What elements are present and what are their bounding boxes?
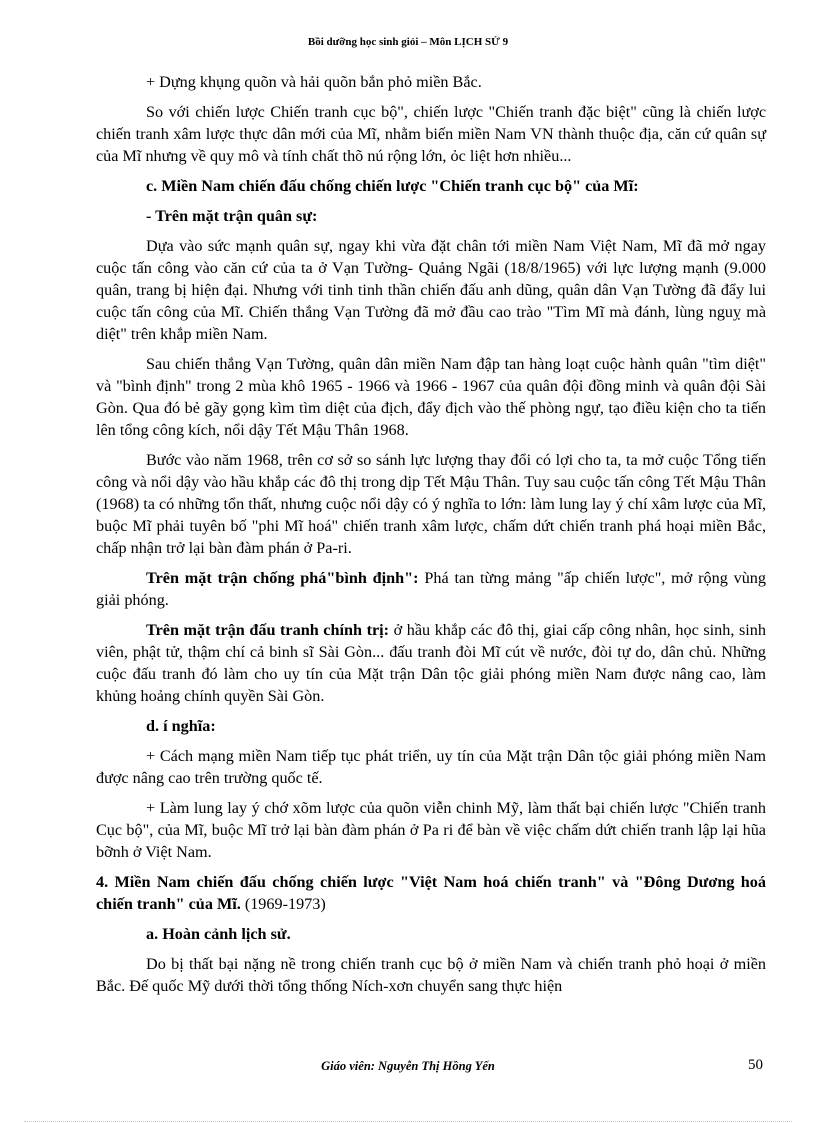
document-body <box>96 71 766 1005</box>
heading-section-c: c. Miền Nam chiến đấu chống chiến lược "Chiến tranh cục bộ" của Mĩ: <box>146 177 639 195</box>
paragraph-significance-1: + Cách mạng miền Nam tiếp tục phát triển, uy tín của Mặt trận Dân tộc giải phóng miền Nam được nâng cao trên trường quốc tế. <box>96 747 766 787</box>
paragraph-dry-seasons: Sau chiến thắng Vạn Tường, quân dân miền Nam đập tan hàng loạt cuộc hành quân "tìm diệt" và "bình định" trong 2 mùa khô 1965 - 1966 và 1966 - 1967 của quân đội đồng minh và quân đội Sài Gòn. Qua đó bẻ gãy gọng kìm tìm diệt của địch, đẩy địch vào thế phòng ngự, tạo điều kiện cho ta tiến lên tổng công kích, nổi dậy Tết Mậu Thân 1968. <box>96 355 766 439</box>
heading-section-a: a. Hoàn cảnh lịch sử. <box>146 925 291 943</box>
heading-section-d: d. í nghĩa: <box>146 717 216 735</box>
paragraph-navy-air: + Dựng khụng quõn và hải quõn bắn phỏ miền Bắc. <box>146 73 482 91</box>
paragraph-historical-context: Do bị thất bại nặng nề trong chiến tranh cục bộ ở miền Nam và chiến tranh phỏ hoại ở miền Bắc. Đế quốc Mỹ dưới thời tổng thống Ních-xơn chuyển sang thực hiện <box>96 955 766 995</box>
footer-teacher: Giáo viên: Nguyễn Thị Hồng Yến <box>321 1059 495 1073</box>
page-header: Bồi dưỡng học sinh giỏi – Môn LỊCH SỬ 9 <box>307 36 509 48</box>
paragraph-comparison: So với chiến lược Chiến tranh cục bộ", chiến lược "Chiến tranh đặc biệt" cũng là chiến lược chiến tranh xâm lược thực dân mới của Mĩ, nhằm biến miền Nam VN thành thuộc địa, căn cứ quân sự của Mĩ nhưng về quy mô và tính chất thõ nú rộng lớn, ỏc liệt hơn nhiều... <box>96 103 766 165</box>
heading-military-front: - Trên mặt trận quân sự: <box>146 207 318 225</box>
paragraph-significance-2: + Làm lung lay ý chớ xõm lược của quõn viễn chinh Mỹ, làm thất bại chiến lược "Chiến tranh Cục bộ", của Mĩ, buộc Mĩ trở lại bàn đàm phán ở Pa ri để bàn về việc chấm dứt chiến tranh lập lại hũa bỡnh ở Việt Nam. <box>96 799 766 861</box>
paragraph-van-tuong: Dựa vào sức mạnh quân sự, ngay khi vừa đặt chân tới miền Nam Việt Nam, Mĩ đã mở ngay cuộc tấn công vào căn cứ của ta ở Vạn Tường- Quảng Ngãi (18/8/1965) với lực lượng mạnh (9.000 quân, trang bị hiện đại. Nhưng với tinh tinh thần chiến đấu anh dũng, quân dân Vạn Tường đã đẩy lui cuộc tấn công của Mĩ. Chiến thắng Vạn Tường đã mở đầu cao trào "Tìm Mĩ mà đánh, lùng nguỵ mà diệt" trên khắp miền Nam. <box>96 237 766 343</box>
paragraph-tet-offensive: Bước vào năm 1968, trên cơ sở so sánh lực lượng thay đổi có lợi cho ta, ta mở cuộc Tổng tiến công và nổi dậy vào hầu khắp các đô thị trong dịp Tết Mậu Thân. Tuy sau cuộc tấn công Tết Mậu Thân (1968) ta có những tổn thất, nhưng cuộc nổi dậy có ý nghĩa to lớn: làm lung lay ý chí xâm lược của Mĩ, buộc Mĩ phải tuyên bố "phi Mĩ hoá" chiến tranh xâm lược, chấm dứt chiến tranh phá hoại miền Bắc, chấp nhận trở lại bàn đàm phán ở Pa-ri. <box>96 451 766 557</box>
footer-divider <box>24 1121 792 1122</box>
paragraph-political-front: Trên mặt trận đấu tranh chính trị: ở hầu khắp các đô thị, giai cấp công nhân, học sinh, sinh viên, phật tử, thậm chí cả binh sĩ Sài Gòn... đấu tranh đòi Mĩ cút về nước, đòi tự do, dân chủ. Những cuộc đấu tranh đó làm cho uy tín của Mặt trận Dân tộc giải phóng miền Nam được nâng cao, làm khủng hoảng chính quyền Sài Gòn. <box>96 621 766 705</box>
paragraph-pacification-front: Trên mặt trận chống phá"bình định": Phá tan từng mảng "ấp chiến lược", mở rộng vùng giải phóng. <box>96 569 766 609</box>
heading-section-4: 4. Miền Nam chiến đấu chống chiến lược "Việt Nam hoá chiến tranh" và "Đông Dương hoá chiến tranh" của Mĩ. (1969-1973) <box>96 873 766 913</box>
page-number: 50 <box>748 1057 763 1073</box>
